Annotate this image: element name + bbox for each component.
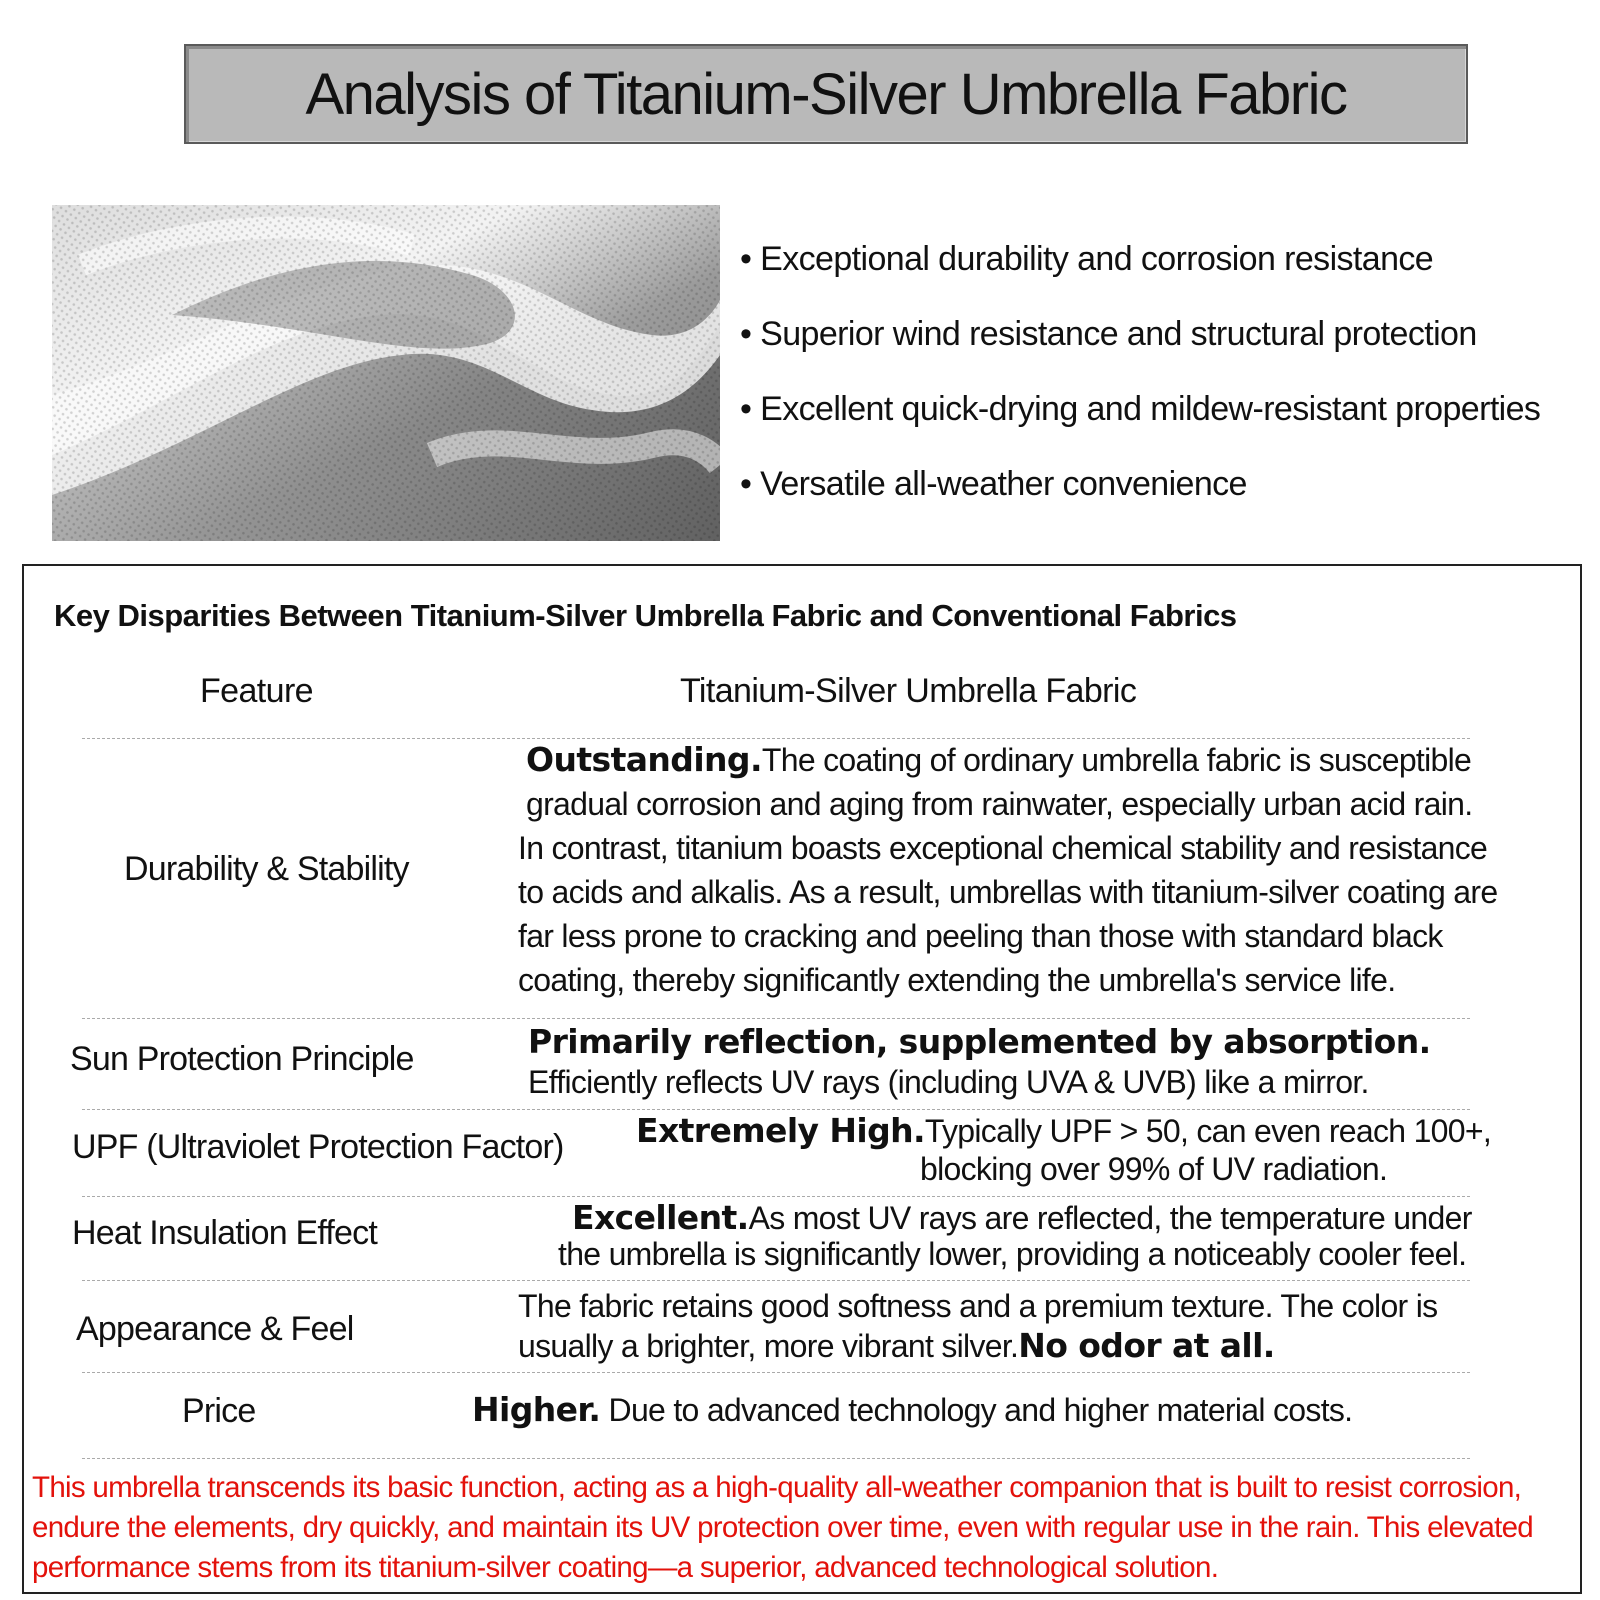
rating-appearance: No odor at all. xyxy=(1018,1326,1275,1365)
desc-line: Due to advanced technology and higher material costs. xyxy=(608,1392,1353,1428)
row-divider xyxy=(82,1196,1470,1197)
summary-note: This umbrella transcends its basic function, acting as a high-quality all-weather companion that is built to resist corrosion, endure the elements, dry quickly, and maintain its UV protection over time, even with regular use in the rain. This elevated performance stems from its titanium-silver coating—a superior, advanced technological solution. xyxy=(32,1471,1534,1584)
page-title: Analysis of Titanium-Silver Umbrella Fabric xyxy=(305,61,1347,127)
row-divider xyxy=(82,1458,1470,1459)
desc-line: far less prone to cracking and peeling than those with standard black xyxy=(518,918,1443,954)
desc-line: Efficiently reflects UV rays (including UVA & UVB) like a mirror. xyxy=(528,1064,1369,1100)
desc-line: coating, thereby significantly extending the umbrella's service life. xyxy=(518,962,1396,998)
description-durability xyxy=(518,738,1497,1002)
desc-line: Typically UPF > 50, can even reach 100+, xyxy=(924,1113,1492,1149)
column-header-feature: Feature xyxy=(200,672,313,710)
column-header-fabric: Titanium-Silver Umbrella Fabric xyxy=(680,672,1137,710)
description-price xyxy=(472,1388,1352,1432)
description-upf xyxy=(636,1112,1491,1188)
desc-line: usually a brighter, more vibrant silver. xyxy=(518,1328,1019,1364)
desc-line: The fabric retains good softness and a premium texture. The color is xyxy=(518,1288,1438,1324)
highlight-item: • Excellent quick-drying and mildew-resistant properties xyxy=(740,390,1541,428)
fabric-drawing xyxy=(52,205,720,541)
row-divider xyxy=(82,1372,1470,1373)
feature-sun-protection: Sun Protection Principle xyxy=(70,1040,414,1078)
desc-line: In contrast, titanium boasts exceptional chemical stability and resistance xyxy=(518,830,1488,866)
highlight-item: • Superior wind resistance and structural protection xyxy=(740,315,1477,353)
silver-fabric-image xyxy=(52,205,720,541)
feature-durability: Durability & Stability xyxy=(124,850,409,888)
description-heat-insulation xyxy=(558,1200,1472,1272)
row-divider xyxy=(82,1018,1470,1019)
feature-upf: UPF (Ultraviolet Protection Factor) xyxy=(72,1128,564,1166)
title-banner xyxy=(184,44,1468,144)
description-appearance xyxy=(518,1286,1437,1366)
feature-price: Price xyxy=(182,1392,256,1430)
highlight-item: • Versatile all-weather convenience xyxy=(740,465,1247,503)
rating-upf: Extremely High. xyxy=(636,1111,925,1150)
feature-appearance: Appearance & Feel xyxy=(76,1310,354,1348)
desc-line: gradual corrosion and aging from rainwater, especially urban acid rain. xyxy=(526,786,1473,822)
row-divider xyxy=(82,1109,1470,1110)
comparison-heading: Key Disparities Between Titanium-Silver Umbrella Fabric and Conventional Fabrics xyxy=(54,598,1237,633)
rating-durability: Outstanding. xyxy=(526,740,762,779)
desc-line: to acids and alkalis. As a result, umbrellas with titanium-silver coating are xyxy=(518,874,1498,910)
desc-line: blocking over 99% of UV radiation. xyxy=(920,1151,1388,1187)
rating-price: Higher. xyxy=(472,1390,601,1429)
description-sun-protection xyxy=(528,1022,1431,1102)
desc-line: The coating of ordinary umbrella fabric is susceptible xyxy=(761,742,1472,778)
rating-heat-insulation: Excellent. xyxy=(572,1198,749,1237)
row-divider xyxy=(82,1280,1470,1281)
feature-heat-insulation: Heat Insulation Effect xyxy=(72,1214,377,1252)
rating-sun-protection: Primarily reflection, supplemented by absorption. xyxy=(528,1022,1431,1061)
desc-line: As most UV rays are reflected, the temperature under xyxy=(748,1200,1472,1236)
comparison-panel xyxy=(22,564,1582,1594)
desc-line: the umbrella is significantly lower, providing a noticeably cooler feel. xyxy=(558,1236,1467,1272)
highlight-item: • Exceptional durability and corrosion resistance xyxy=(740,240,1434,278)
highlights-list xyxy=(740,240,1540,540)
